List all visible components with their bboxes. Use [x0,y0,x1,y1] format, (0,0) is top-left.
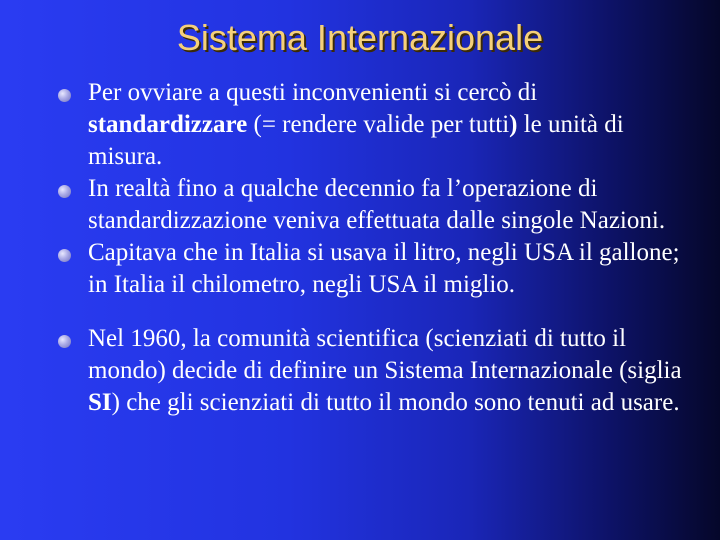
bullet-dot-icon [58,335,71,348]
list-item: Capitava che in Italia si usava il litro, negli USA il gallone; in Italia il chilometro, negli USA il miglio. [58,237,698,301]
bullet-dot-icon [58,249,71,262]
list-item: Per ovviare a questi inconvenienti si cercò di standardizzare (= rendere valide per tutti) le unità di misura. [58,77,698,173]
bullet-dot-icon [58,185,71,198]
bullet-list [58,77,698,419]
list-item: In realtà fino a qualche decennio fa l’operazione di standardizzazione veniva effettuata dalle singole Nazioni. [58,173,698,237]
slide-title: Sistema Internazionale [176,17,544,58]
list-item: Nel 1960, la comunità scientifica (scienziati di tutto il mondo) decide di definire un Sistema Internazionale (siglia SI) che gli scienziati di tutto il mondo sono tenuti ad usare. [58,323,698,419]
bullet-dot-icon [58,89,71,102]
